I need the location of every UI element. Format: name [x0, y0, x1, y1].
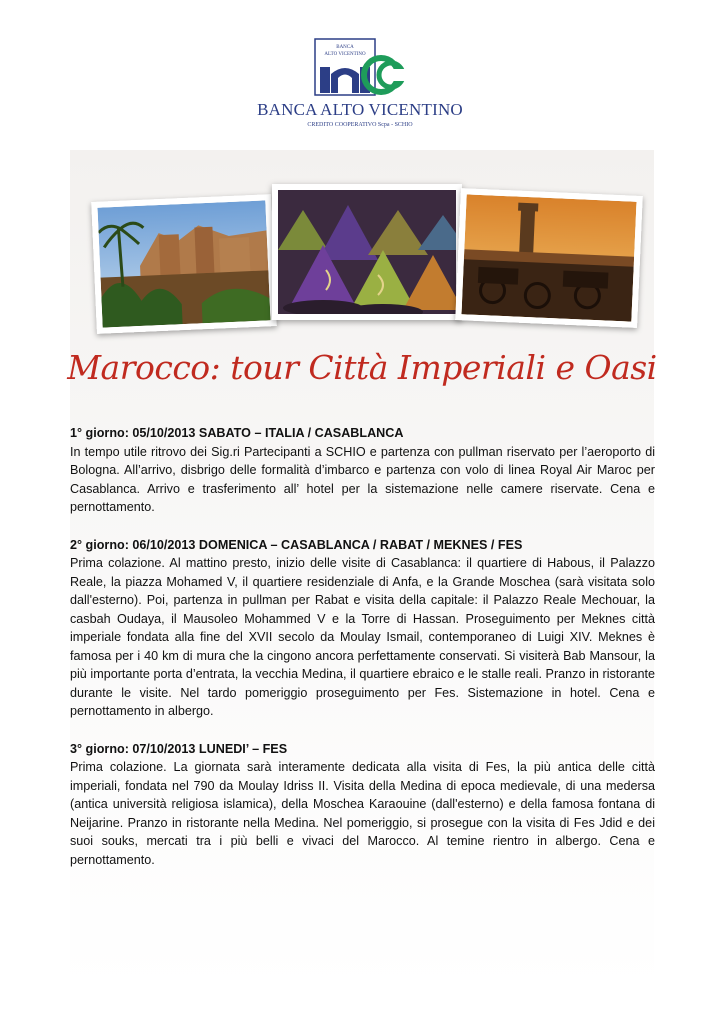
day-2-section — [70, 536, 655, 721]
photo-kasbah-oasis — [91, 194, 277, 334]
bank-name: BANCA ALTO VICENTINO — [257, 100, 463, 119]
photo-tajine-pots — [272, 184, 462, 320]
photo-square-at-dusk — [455, 188, 643, 328]
day-1-section — [70, 424, 655, 517]
bank-logo — [252, 22, 468, 144]
svg-text:ALTO VICENTINO: ALTO VICENTINO — [324, 52, 366, 57]
day-heading: 3° giorno: 07/10/2013 LUNEDI’ – FES — [70, 741, 288, 756]
page-title: Marocco: tour Città Imperiali e Oasi — [67, 348, 657, 387]
day-description: In tempo utile ritrovo dei Sig.ri Partecipanti a SCHIO e partenza con pullman riservato per l’aeroporto di Bologna. All’arrivo, disbrigo delle formalità d’imbarco e partenza con volo di linea Royal Air Maroc per Casablanca. Arrivo e trasferimento all’ hotel per la sistemazione nelle camere riservate. Cena e pernottamento. — [70, 444, 655, 514]
bank-emblem-icon — [314, 38, 409, 96]
day-description: Prima colazione. Al mattino presto, inizio delle visite di Casablanca: il quartiere di Habous, il Palazzo Reale, la piazza Mohamed V, il quartiere residenziale di Anfa, e la Grande Moschea (sarà visitata solo dall'esterno). Poi, partenza in pullman per Rabat e visita della capitale: il Palazzo Reale Mechouar, la casbah Oudaya, il Mausoleo Mohammed V e la Torre di Hassan. Proseguimento per Meknes città imperiale fondata alla fine del XVII secolo da Moulay Ismail, contemporaneo di Luigi XIV. Meknes è famosa per i 40 km di mura che la cingono ancora perfettamente conservati. Si visiterà Bab Mansour, la più importante porta d’entrata, la vecchia Medina, il quartiere ebraico e le stalle reali. Pranzo in ristorante durante le visite. Nel tardo pomeriggio proseguimento per Fes. Sistemazione in hotel. Cena e pernottamento in albergo. — [70, 556, 655, 718]
svg-text:BANCA: BANCA — [336, 45, 354, 50]
day-heading: 2° giorno: 06/10/2013 DOMENICA – CASABLANCA / RABAT / MEKNES / FES — [70, 537, 523, 552]
day-heading: 1° giorno: 05/10/2013 SABATO – ITALIA / CASABLANCA — [70, 426, 404, 440]
day-description: Prima colazione. La giornata sarà interamente dedicata alla visita di Fes, la più antica delle città imperiali, fondata nel 790 da Moulay Idriss II. Visita della Medina di epoca medievale, di una medersa (antica università religiosa islamica), della Moschea Karaouine (dall'esterno) e della famosa fontana di Neijarine. Pranzo in ristorante nella Medina. Nel pomeriggio, si prosegue con la visita di Fes Jdid e dei suoi souks, mercati tra i più belli e vivaci del Marocco. Al temine rientro in albergo. Cena e pernottamento. — [70, 760, 655, 867]
bank-subtitle: CREDITO COOPERATIVO Scpa - SCHIO — [307, 122, 413, 128]
day-3-section — [70, 740, 655, 870]
itinerary — [70, 424, 655, 888]
